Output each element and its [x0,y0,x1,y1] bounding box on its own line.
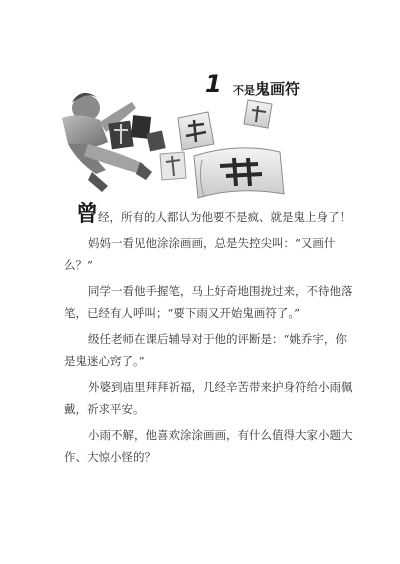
floating-paper-2 [244,100,272,128]
paragraph-3: 同学一看他手握笔，马上好奇地围拢过来，不待他落笔，已经有人呼叫；“要下雨又开始鬼画符了。” [64,284,353,320]
chapter-title-prefix: 不是 [233,84,255,97]
paragraph-1-text: 经，所有的人都认为他要不是疯、就是鬼上身了！ [98,210,352,224]
paragraph-4: 级任老师在课后辅导对于他的评断是：“姚乔宇，你是鬼迷心窍了。” [64,332,347,368]
chapter-body [64,204,354,472]
boy-figure [62,93,152,192]
chapter-illustration [48,80,301,202]
drop-cap: 曾 [76,202,99,227]
floating-paper-4 [160,152,186,180]
chapter-number: 1 [205,70,222,98]
chapter-title-main: 鬼画符 [255,80,301,98]
paragraph-1 [64,204,354,228]
paragraph-2: 妈妈一看见他涂涂画画，总是失控尖叫：“又画什么？” [64,236,336,272]
floating-paper-3 [194,148,284,198]
floating-paper-1 [178,112,214,150]
paragraph-6: 小雨不解，他喜欢涂涂画画，有什么值得大家小题大作、大惊小怪的？ [64,428,353,464]
paragraph-5: 外婆到庙里拜拜祈福，几经辛苦带来护身符给小雨佩戴，祈求平安。 [64,380,353,416]
